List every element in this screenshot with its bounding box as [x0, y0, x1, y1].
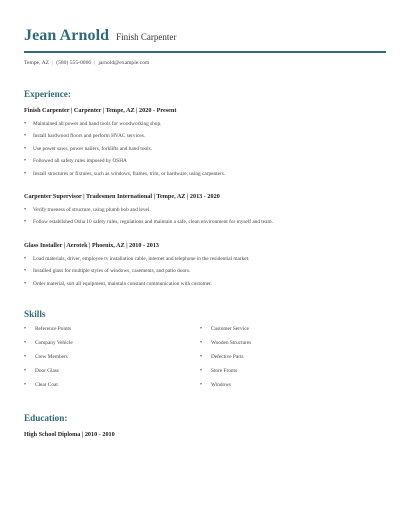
list-item: • Wooden Structures — [200, 340, 376, 354]
list-item: • Crew Members — [24, 354, 200, 368]
list-item: • Install structures or fixtures, such as windows, frames, trim, or hardware, using carpenters. — [24, 171, 386, 183]
job-heading: Finish Carpenter | Carpenter | Tempe, AZ | 2020 - Present — [24, 107, 177, 114]
contact-separator: | — [52, 60, 54, 66]
skills-heading: Skills — [24, 308, 46, 319]
list-item: • Defective Parts — [200, 354, 376, 368]
list-item: • Windows — [200, 382, 376, 396]
skills-list — [24, 326, 386, 396]
job-heading: Glass Installer | Aerotek | Phoenix, AZ | 2010 - 2013 — [24, 241, 160, 249]
list-item: • Use power saws, power nailers, forklifts and hand tools. — [24, 146, 386, 158]
list-item: • Door Glass — [24, 368, 200, 382]
list-item: • Verify trueness of structure, using plumb bob and level. — [24, 207, 386, 219]
job-heading: Carpenter Supervisor | Tradesmen International | Tempe, AZ | 2013 - 2020 — [24, 192, 220, 200]
list-item: • Company Vehicle — [24, 340, 200, 354]
contact-separator: | — [94, 60, 96, 66]
list-item: • Customer Service — [200, 326, 376, 340]
job-entry — [24, 242, 386, 293]
contact-phone: (580) 555-0066 — [56, 60, 92, 66]
list-item: • Followed all safety rules imposed by OSHA — [24, 158, 386, 170]
job-bullets — [24, 207, 386, 232]
skills-column-right — [200, 326, 376, 396]
job-bullets — [24, 121, 386, 183]
list-item: • Reference Points — [24, 326, 200, 340]
list-item: • Order material, sort all equipment, maintain constant communication with customer. — [24, 281, 386, 293]
contact-location: Tempe, AZ — [24, 60, 50, 66]
contact-email[interactable]: jarnold@example.com — [98, 60, 150, 66]
list-item: • Store Fronts — [200, 368, 376, 382]
skills-column-left — [24, 326, 200, 396]
experience-heading: Experience: — [24, 89, 71, 99]
list-item: • Installed glass for multiple styles of windows, casements, and patio doors. — [24, 268, 386, 280]
contact-line — [24, 60, 386, 66]
education-heading: Education: — [24, 412, 68, 423]
list-item: • Install hardwood floors and perform HVAC services. — [24, 133, 386, 145]
list-item: • Load materials, driver, employee tv installation cable, internet and telephone in the residential market. — [24, 256, 386, 268]
list-item: • Maintained all power and hand tools for woodworking shop. — [24, 121, 386, 133]
job-bullets — [24, 256, 386, 293]
job-entry — [24, 193, 386, 232]
header-divider — [24, 51, 386, 53]
resume-header — [24, 0, 386, 45]
job-entry — [24, 107, 386, 183]
candidate-name: Jean Arnold — [24, 27, 110, 44]
candidate-role: Finish Carpenter — [116, 32, 177, 42]
list-item: • Clear Coat — [24, 382, 200, 396]
education-entry: High School Diploma | 2010 - 2010 — [24, 430, 115, 438]
list-item: • Follow established Osha 10 safety rules, regulations and maintain a safe, clean environment for myself and team. — [24, 219, 386, 231]
